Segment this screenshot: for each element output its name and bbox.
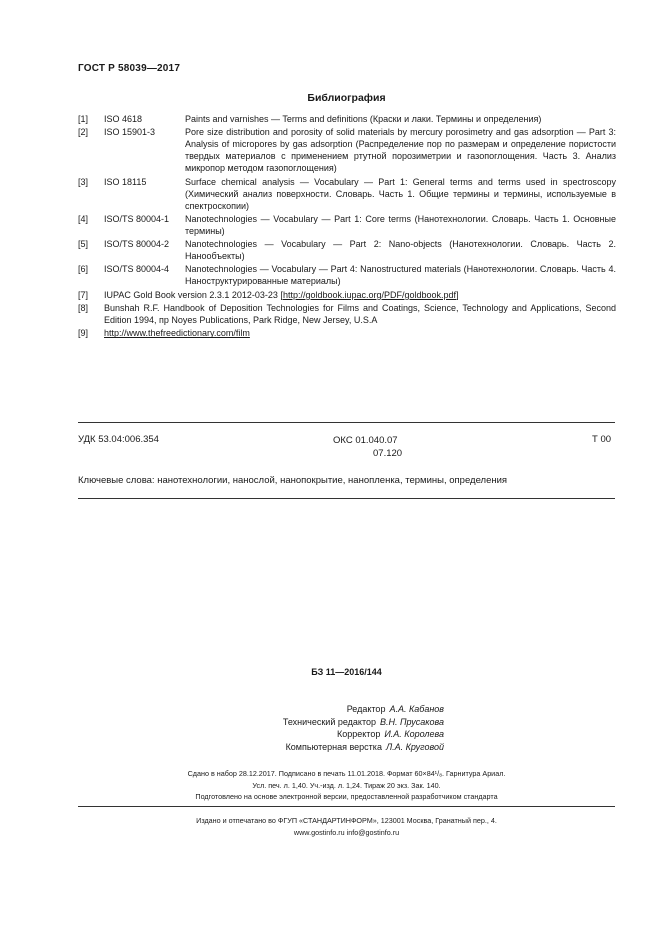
entry-text: Bunshah R.F. Handbook of Deposition Technologies for Films and Coatings, Science, Technology and Applications, Second Edition 1994, пр Noyes Publications, Park Ridge, New Jersey, U.S.A — [104, 303, 616, 326]
entry-text — [104, 289, 616, 301]
document-header: ГОСТ Р 58039—2017 — [78, 63, 181, 74]
bibliography-entry — [78, 302, 616, 326]
bibliography-entry — [78, 113, 616, 125]
entry-number: [9] — [78, 328, 89, 339]
entry-number: [2] — [78, 127, 89, 138]
bibliography-entry — [78, 327, 616, 339]
goldbook-link[interactable]: http://goldbook.iupac.org/PDF/goldbook.pdf — [282, 289, 457, 300]
entry-code: ISO/TS 80004-4 — [104, 264, 170, 275]
bz-number: БЗ 11—2016/144 — [311, 667, 382, 677]
entry-text: Surface chemical analysis — Vocabulary — Part 1: General terms and terms used in spectroscopy (Химический анализ поверхности. Словарь. Часть 1. Общие термины и термины, используемые в спектроскопии) — [185, 176, 616, 211]
credit-role: Редактор — [346, 704, 386, 714]
bibliography-entry — [78, 238, 616, 262]
credit-role: Корректор — [337, 729, 381, 739]
entry-number: [4] — [78, 213, 89, 224]
credit-name: В.Н. Прусакова — [380, 716, 444, 727]
bibliography-entry — [78, 263, 616, 287]
credits-block — [230, 703, 470, 753]
divider-top — [78, 422, 615, 423]
entry-text — [104, 327, 616, 339]
credit-name: И.А. Королева — [384, 729, 444, 739]
entry-text: Pore size distribution and porosity of solid materials by mercury porosimetry and gas adsorption — Part 3: Analysis of micropores by gas adsorption (Распределение пор по размерам и определение пористости твердых материалов с применением ртутной порозиметрии и газопоглощения. Часть 3. Анализ микропор методом газопоглощения) — [185, 127, 616, 174]
udk-code: УДК 53.04:006.354 — [78, 434, 159, 445]
entry-text: Paints and varnishes — Terms and definitions (Краски и лаки. Термины и определения) — [185, 114, 542, 124]
publisher-line-1: Издано и отпечатано во ФГУП «СТАНДАРТИНФОРМ», 123001 Москва, Гранатный пер., 4. — [196, 816, 497, 825]
entry-number: [1] — [78, 114, 89, 124]
entry-number: [5] — [78, 239, 89, 250]
entry-text: Nanotechnologies — Vocabulary — Part 2: Nano-objects (Нанотехнологии. Словарь. Часть 2. Нанообъекты) — [185, 239, 616, 262]
entry-code: ISO 15901-3 — [104, 127, 156, 138]
bibliography-entry — [78, 126, 616, 174]
entry-text: Nanotechnologies — Vocabulary — Part 4: Nanostructured materials (Нанотехнологии. Словарь. Часть 4. Наноструктурированные материалы) — [185, 264, 616, 287]
entry-code: ISO 18115 — [104, 176, 147, 187]
print-info-line-1: Сдано в набор 28.12.2017. Подписано в печать 11.01.2018. Формат 60×84¹/₈. Гарнитура Ариал. — [187, 769, 506, 778]
entry-number: [6] — [78, 264, 89, 275]
thefreedictionary-link[interactable]: http://www.thefreedictionary.com/film — [104, 328, 250, 339]
credit-layout — [230, 741, 470, 754]
entry-code: ISO/TS 80004-2 — [104, 239, 170, 250]
entry-text-suffix: ] — [456, 289, 459, 300]
credit-name: А.А. Кабанов — [389, 704, 444, 714]
credit-role: Компьютерная верстка — [285, 741, 382, 752]
print-info-line-3: Подготовлено на основе электронной версии, предоставленной разработчиком стандарта — [195, 792, 498, 801]
classification-code: Т 00 — [592, 434, 612, 445]
entry-text: Nanotechnologies — Vocabulary — Part 1: Core terms (Нанотехнологии. Словарь. Часть 1. Основные термины) — [185, 213, 616, 236]
publisher-info — [78, 815, 615, 838]
entry-code: ISO 4618 — [104, 114, 143, 124]
bibliography-entry — [78, 213, 616, 237]
credit-role: Технический редактор — [282, 716, 376, 727]
publisher-line-2: www.gostinfo.ru info@gostinfo.ru — [293, 827, 400, 837]
oks-line-1: ОКС 01.040.07 — [333, 435, 398, 446]
bibliography-entry — [78, 289, 616, 301]
oks-line-2: 07.120 — [373, 448, 403, 459]
entry-text-prefix: IUPAC Gold Book version 2.3.1 2012-03-23 [ — [104, 289, 283, 300]
bibliography-entry — [78, 176, 616, 212]
print-info — [78, 768, 615, 803]
oks-code — [333, 434, 402, 460]
section-title: Библиография — [307, 92, 386, 104]
print-info-line-2: Усл. печ. л. 1,40. Уч.-изд. л. 1,24. Тираж 20 экз. Зак. 140. — [252, 780, 441, 790]
credit-name: Л.А. Круговой — [385, 741, 444, 752]
credit-editor — [230, 703, 470, 716]
credit-proofreader — [230, 728, 470, 741]
entry-number: [3] — [78, 176, 89, 187]
keywords: Ключевые слова: нанотехнологии, нанослой, нанопокрытие, нанопленка, термины, определения — [78, 475, 508, 486]
credit-tech-editor — [230, 716, 470, 729]
entry-number: [7] — [78, 289, 89, 300]
divider-keywords — [78, 498, 615, 499]
bibliography-list — [78, 113, 616, 341]
entry-number: [8] — [78, 303, 89, 314]
entry-code: ISO/TS 80004-1 — [104, 213, 170, 224]
divider-bottom — [78, 806, 615, 807]
